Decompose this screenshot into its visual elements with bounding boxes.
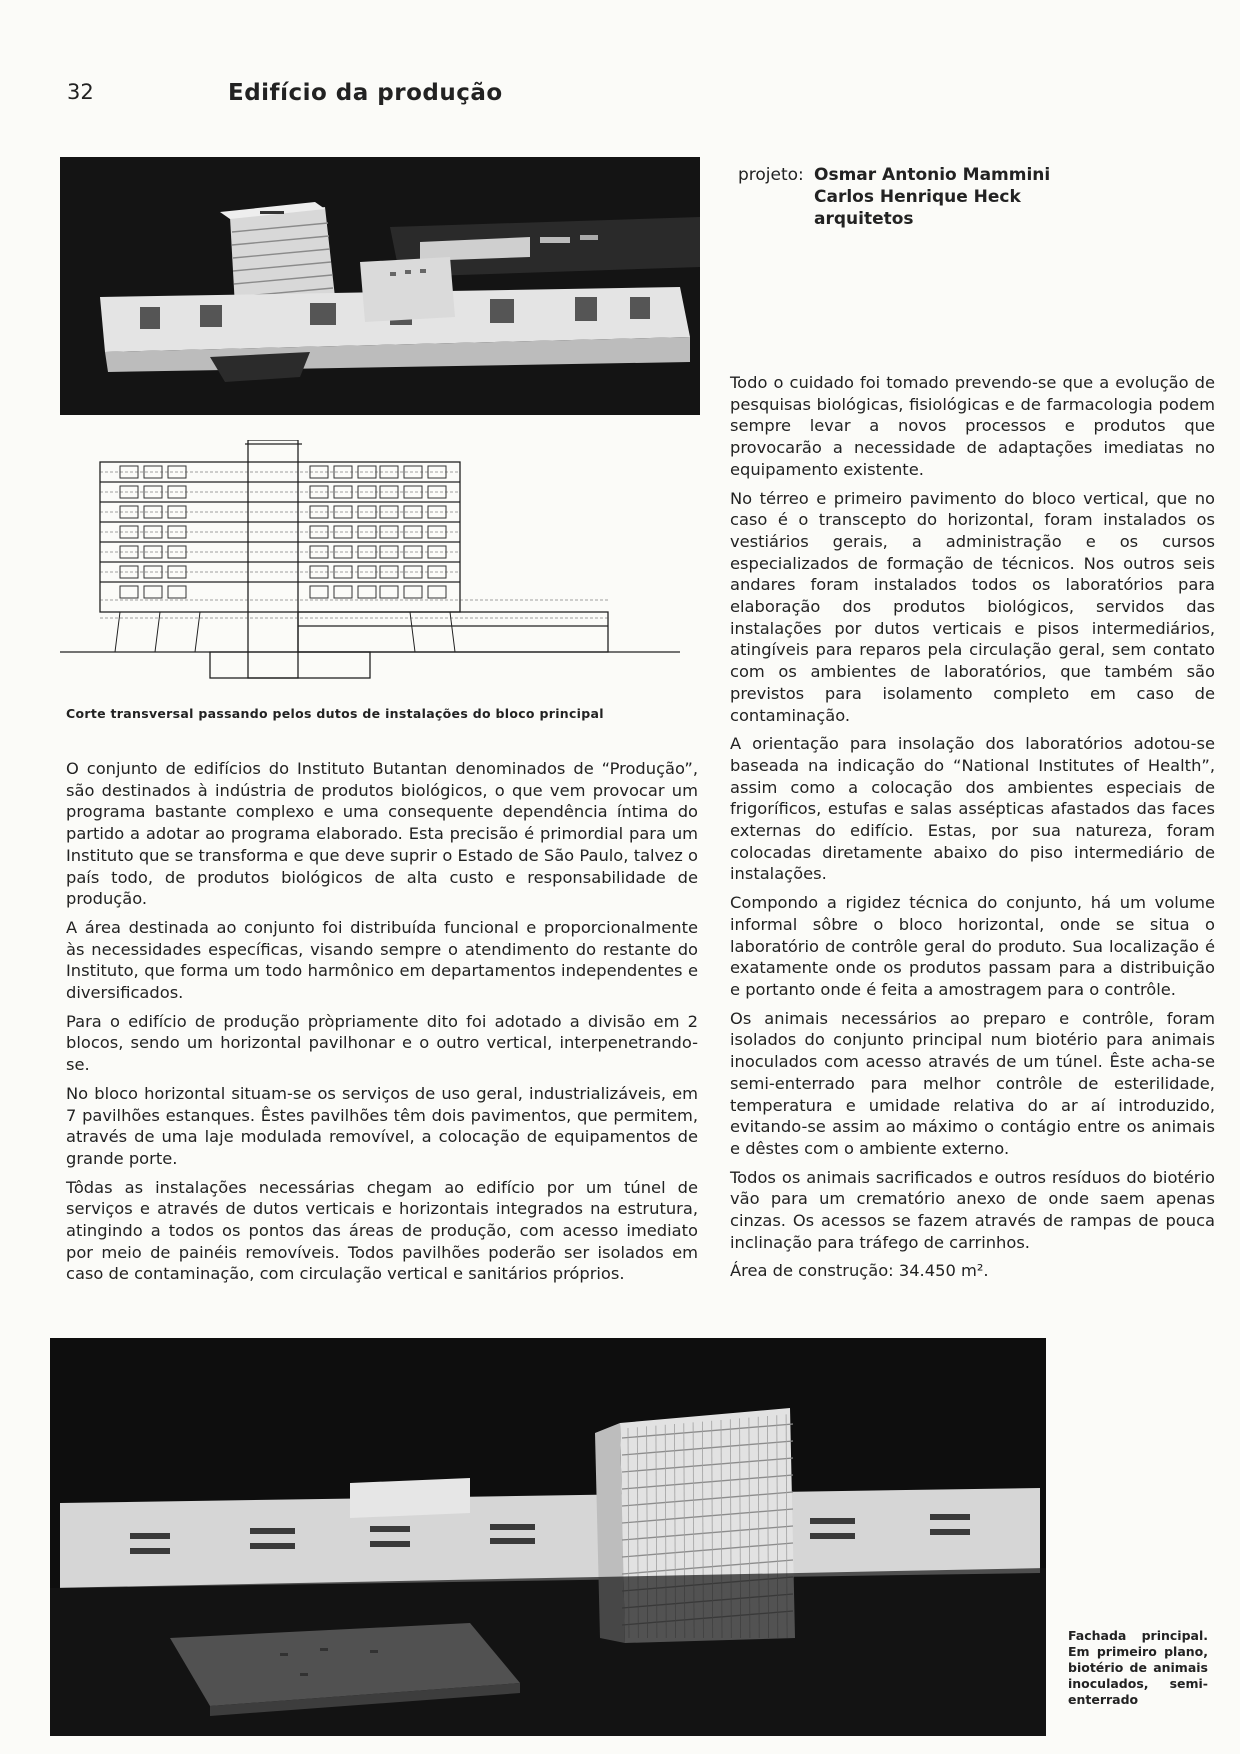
body-column-right bbox=[730, 372, 1215, 1289]
page-number: 32 bbox=[67, 80, 94, 104]
construction-area bbox=[730, 1260, 1215, 1282]
area-value: 34.450 m². bbox=[898, 1261, 989, 1281]
page-title: Edifício da produção bbox=[228, 80, 503, 106]
architect-2: Carlos Henrique Heck bbox=[814, 187, 1021, 207]
architect-1: Osmar Antonio Mammini bbox=[814, 165, 1051, 185]
paragraph: A orientação para insolação dos laboratórios adotou-se baseada na indicação do “National Institutes of Health”, assim como a colocação dos ambientes especiais de frigoríficos, estufas e salas assépticas afastados das faces externas do edifício. Estas, por sua natureza, foram colocadas diretamente abaixo do piso intermediário de instalações. bbox=[730, 734, 1215, 884]
paragraph: No bloco horizontal situam-se os serviços de uso geral, industrializáveis, em 7 pavilhões estanques. Êstes pavilhões têm dois pavimentos, que permitem, através de uma laje modulada removível, a colocação de equipamentos de grande porte. bbox=[66, 1083, 698, 1168]
area-label: Área de construção: bbox=[730, 1261, 894, 1281]
paragraph: Tôdas as instalações necessárias chegam ao edifício por um túnel de serviços e através de dutos verticais e horizontais integrados na estrutura, atingindo a todos os pontos das áreas de produção, com acesso imediato por meio de painéis removíveis. Todos pavilhões poderão ser isolados em caso de contaminação, com circulação vertical e sanitários próprios. bbox=[66, 1177, 698, 1284]
paragraph: No térreo e primeiro pavimento do bloco vertical, que no caso é o transcepto do horizontal, foram instalados os vestiários gerais, a administração e os cursos especializados de formação de técnicos. Nos outros seis andares foram instalados todos os laboratórios para elaboração dos produtos biológicos, servidos das instalações por dutos verticais e pisos intermediários, atingíveis para reparos pela circulação geral, sem contato com os ambientes de laboratórios, que também são previstos para isolamento completo em caso de contaminação. bbox=[730, 488, 1215, 725]
model-photo-top bbox=[60, 157, 700, 415]
architects-label: arquitetos bbox=[814, 209, 914, 229]
cross-section-drawing bbox=[60, 440, 680, 685]
paragraph: Para o edifício de produção pròpriamente dito foi adotado a divisão em 2 blocos, sendo um horizontal pavilhonar e o outro vertical, interpenetrando-se. bbox=[66, 1011, 698, 1075]
project-credits bbox=[738, 164, 1051, 229]
paragraph: A área destinada ao conjunto foi distribuída funcional e proporcionalmente às necessidades específicas, visando sempre o atendimento do restante do Instituto, que forma um todo harmônico em departamentos independentes e diversificados. bbox=[66, 917, 698, 1003]
paragraph: Compondo a rigidez técnica do conjunto, há um volume informal sôbre o bloco horizontal, onde se situa o laboratório de contrôle geral do produto. Sua localização é exatamente onde os produtos passam para a distribuição e portanto onde é feita a amostragem para o contrôle. bbox=[730, 893, 1215, 999]
paragraph: O conjunto de edifícios do Instituto Butantan denominados de “Produção”, são destinados à indústria de produtos biológicos, o que vem provocar um programa bastante complexo e uma consequente dependência íntima do partido a adotar ao programa elaborado. Esta precisão é primordial para um Instituto que se transforma e que deve suprir o Estado de São Paulo, talvez o país todo, de produtos biológicos de alta custo e responsabilidade de produção. bbox=[66, 759, 698, 909]
credits-names bbox=[814, 164, 1050, 230]
paragraph: Todos os animais sacrificados e outros resíduos do biotério vão para um crematório anexo de onde saem apenas cinzas. Os acessos se fazem através de rampas de pouca inclinação para tráfego de carrinhos. bbox=[730, 1167, 1215, 1252]
section-caption: Corte transversal passando pelos dutos de instalações do bloco principal bbox=[66, 706, 604, 721]
body-column-left bbox=[66, 758, 698, 1292]
bottom-caption: Fachada principal. Em primeiro plano, biotério de animais inoculados, semi-enterrado bbox=[1068, 1628, 1208, 1707]
credits-label: projeto: bbox=[738, 165, 804, 185]
paragraph: Todo o cuidado foi tomado prevendo-se que a evolução de pesquisas biológicas, fisiológicas e de farmacologia podem sempre levar a novos processos e produtos que provocarão a necessidade de adaptações imediatas no equipamento existente. bbox=[730, 373, 1215, 479]
paragraph: Os animais necessários ao preparo e contrôle, foram isolados do conjunto principal num biotério para animais inoculados com acesso através de um túnel. Êste acha-se semi-enterrado para melhor contrôle de esterilidade, temperatura e umidade relativa do ar aí introduzido, evitando-se assim ao máximo o contágio entre os animais e dêstes com o ambiente externo. bbox=[730, 1008, 1215, 1158]
model-photo-bottom bbox=[50, 1338, 1046, 1736]
